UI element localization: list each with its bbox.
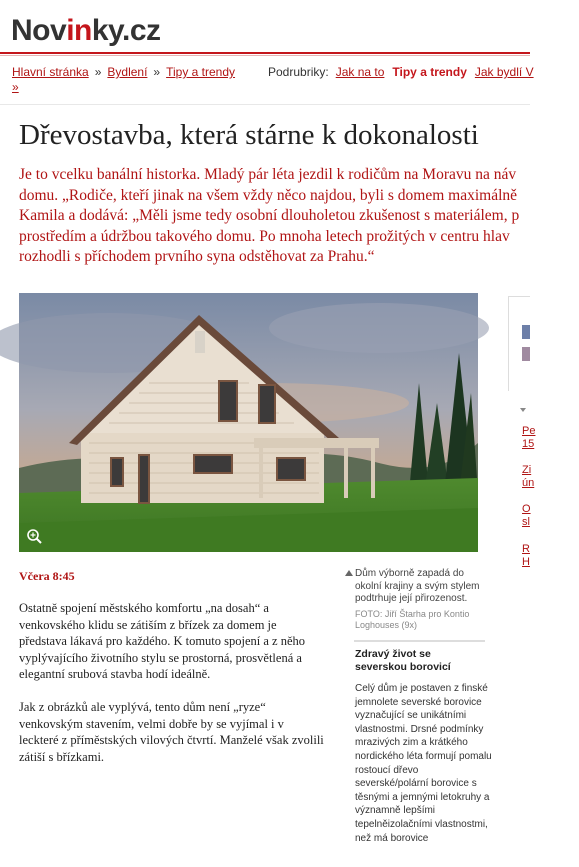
subsection-tipy-current[interactable]: Tipy a trendy: [392, 65, 467, 79]
logo-text: Nov: [11, 14, 67, 47]
thumbnail-image[interactable]: [522, 347, 530, 361]
paragraph-line: elegantní srubová stavba hodí ideálně.: [19, 667, 211, 681]
breadcrumb-separator: »: [94, 65, 102, 79]
article-photo[interactable]: [19, 293, 478, 552]
sidebox-title: Zdravý život se severskou borovicí: [355, 648, 451, 673]
sidebox-line: nordického léta formují pomalu: [355, 750, 492, 762]
sidebox-line: Celý dům je postaven z finské: [355, 683, 488, 694]
subsection-label: Podrubriky:: [268, 65, 329, 79]
sidebox-line: rostoucí dřevo: [355, 764, 419, 776]
dropdown-arrow-icon: [520, 408, 526, 412]
house-photo-illustration: [19, 293, 478, 552]
paragraph-line: zátiší s břízkami.: [19, 749, 105, 764]
right-link-1b[interactable]: 15: [522, 438, 535, 450]
sidebox-line: vlastnostmi. Drsné podmínky: [355, 723, 484, 735]
paragraph-line: vyplývajícího životního stylu se prostorná, prosvětlená a: [19, 650, 302, 665]
paragraph-line: Ostatně spojení městského komfortu „na dosah“ a: [19, 601, 269, 615]
caption-text: Dům výborně zapadá do okolní krajiny a svým stylem podtrhuje její přirozenost.: [355, 568, 480, 604]
article-paragraph-1: [19, 600, 339, 683]
paragraph-line: Jak z obrázků ale vyplývá, tento dům není „ryze“: [19, 700, 266, 714]
sidebox-line: jemnolete severské borovice: [355, 696, 482, 708]
sidebox-line: severské/polární borovice s: [355, 778, 477, 790]
subsection-jak-na-to[interactable]: Jak na to: [335, 65, 385, 79]
caption-triangle-icon: [345, 570, 353, 576]
sidebox-divider: [354, 640, 485, 642]
zoom-in-icon[interactable]: [26, 528, 44, 546]
photo-credit: FOTO: Jiří Štarha pro Kontio Loghouses (9x): [355, 608, 470, 630]
right-link-2b[interactable]: ún: [522, 477, 535, 489]
header-red-line-thin: [0, 55, 530, 56]
right-column-border: [508, 296, 509, 391]
paragraph-line: venkovským stavením, velmi dobře by se vyjímal i v: [19, 716, 284, 731]
sidebox-line: než má borovice: [355, 832, 429, 844]
sidebox-line: významně lepšími: [355, 805, 436, 817]
right-link-3b[interactable]: sl: [522, 516, 530, 528]
paragraph-line: venkovského klidu se zátiším z břízek za domem je: [19, 617, 277, 632]
subsection-jak-bydli[interactable]: Jak bydlí V: [474, 65, 534, 79]
header-red-line: [0, 52, 530, 54]
article-title: Dřevostavba, která stárne k dokonalosti: [19, 119, 479, 151]
article-perex: [19, 165, 579, 268]
right-column-border-top: [508, 296, 530, 297]
perex-line: Je to vcelku banální historka. Mladý pár léta jezdil k rodičům na Moravu na náv: [19, 166, 517, 183]
logo-text-end: ky.cz: [91, 14, 161, 47]
perex-line: domu. „Rodiče, kteří jinak na všem vždy něco najdou, byli s domem maximálně: [19, 186, 518, 204]
breadcrumb-home[interactable]: Hlavní stránka: [12, 65, 89, 79]
article-paragraph-2: [19, 699, 339, 765]
right-link-3[interactable]: O: [522, 503, 531, 515]
sidebox-line: vyznačující se unikátními: [355, 710, 467, 722]
sidebox-line: tepelněizolačními vlastnostmi,: [355, 818, 488, 830]
article-date: Včera 8:45: [19, 569, 75, 583]
breadcrumb-separator: »: [153, 65, 161, 79]
perex-line: prostředím a údržbou takového domu. Po mnoha letech prožitých v centru hlav: [19, 227, 510, 245]
logo-text-accent: in: [66, 14, 92, 47]
paragraph-line: leckteré z příměstských vilových čtvrtí. Manželé však zvolili: [19, 733, 324, 747]
breadcrumb-tipy[interactable]: Tipy a trendy: [166, 65, 236, 79]
sidebox-text: [355, 682, 490, 845]
subsection-nav: [268, 65, 536, 79]
thumbnail-image[interactable]: [522, 325, 530, 339]
perex-line: rozhodli s příchodem prvního syna odstěhovat za Prahu.“: [19, 248, 375, 265]
paragraph-line: představa lákavá pro každého. K tomuto spojení a z něho: [19, 634, 306, 648]
site-logo[interactable]: [11, 14, 161, 48]
breadcrumb-bydleni[interactable]: Bydlení: [107, 65, 148, 79]
photo-caption: [345, 568, 485, 631]
right-link-2[interactable]: Zi: [522, 464, 532, 476]
right-link-1[interactable]: Pe: [522, 425, 536, 437]
sidebox-line: těsnými a jemnými letokruhy a: [355, 791, 490, 803]
perex-line: Kamila a dodává: „Měli jsme tedy osobní dlouholetou zkušenost s materiálem, p: [19, 207, 520, 224]
right-link-4[interactable]: R: [522, 543, 530, 555]
breadcrumb-overflow[interactable]: »: [12, 80, 19, 94]
sidebox-line: mrazivých zim a krátkého: [355, 737, 468, 749]
divider: [0, 104, 530, 105]
breadcrumb: [12, 65, 235, 79]
right-link-4b[interactable]: H: [522, 556, 530, 568]
